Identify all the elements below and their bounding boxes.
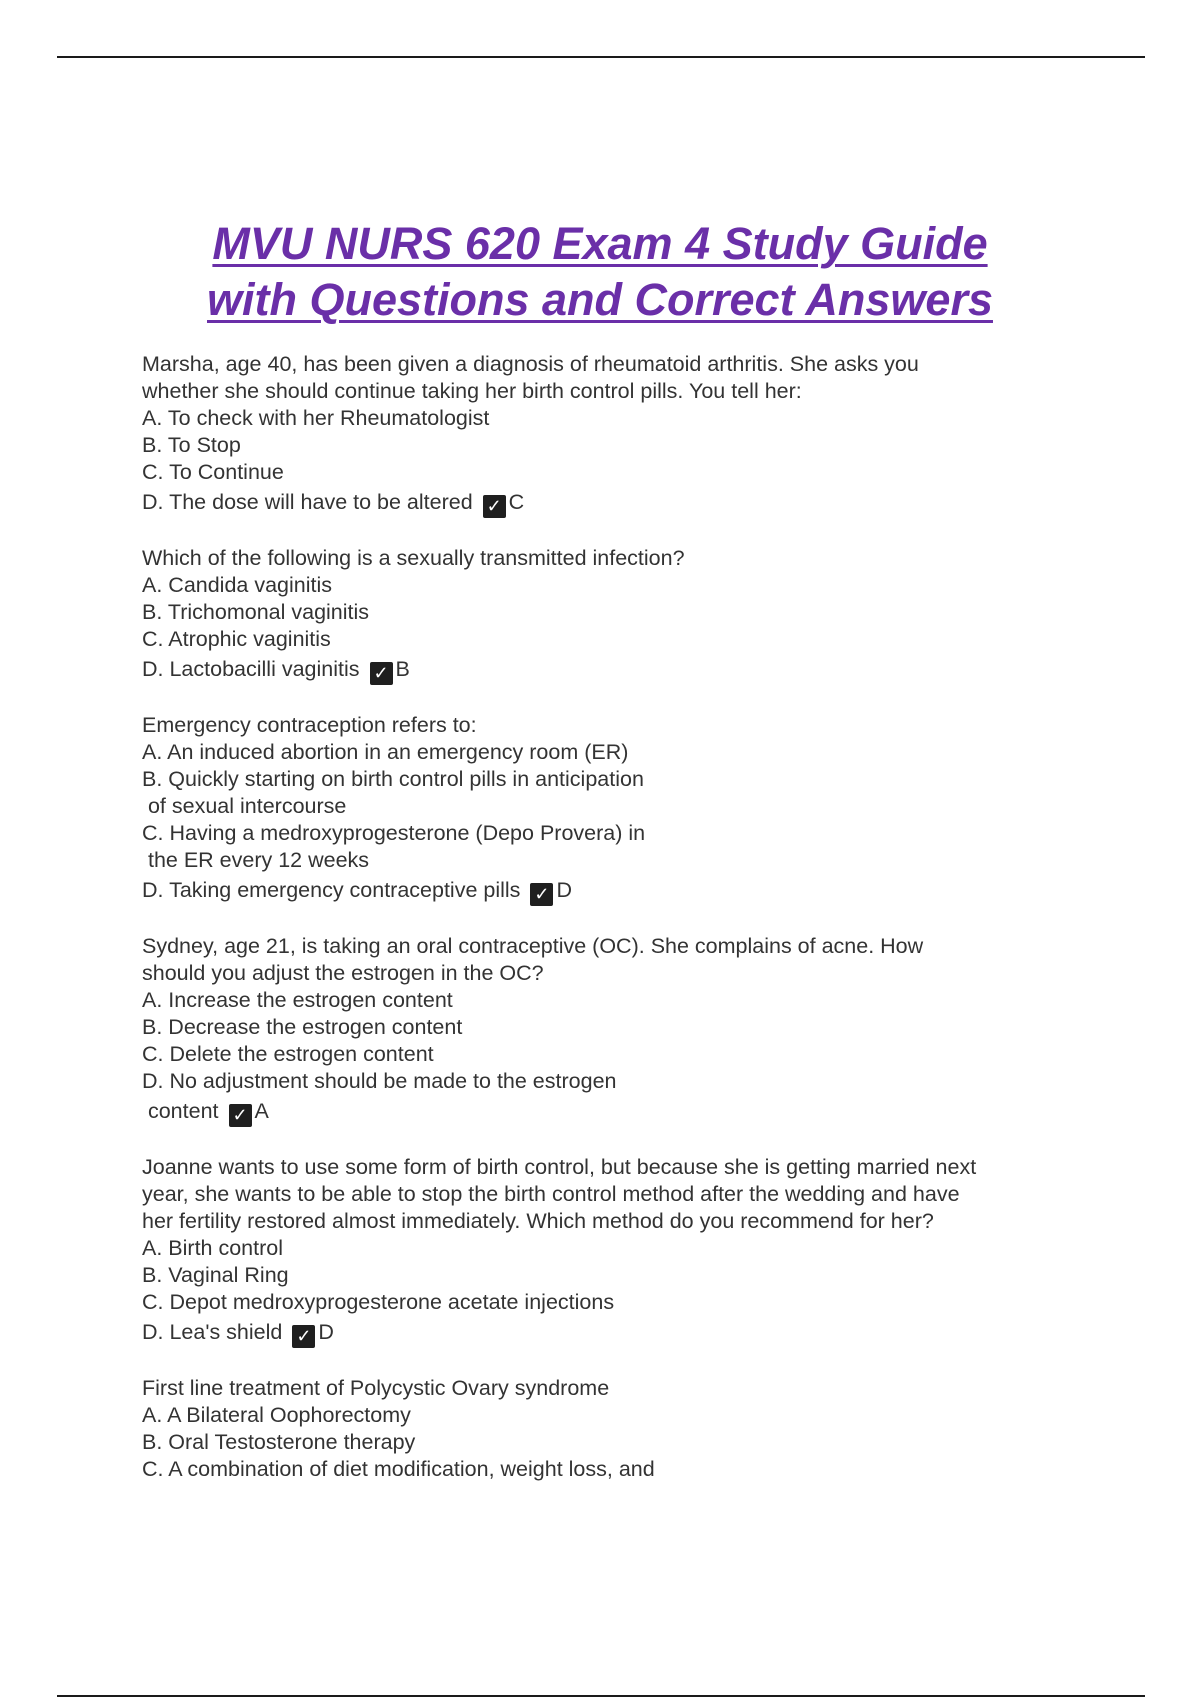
question-block <box>142 1375 1072 1483</box>
question-block <box>142 351 1072 518</box>
checkmark-icon: ✓ <box>229 1104 252 1127</box>
answer-option-last <box>142 1098 1072 1127</box>
correct-answer: D <box>556 878 572 902</box>
checkmark-icon: ✓ <box>483 495 506 518</box>
document-title <box>0 216 1200 328</box>
question-list <box>142 351 1072 1510</box>
answer-option: B. Vaginal Ring <box>142 1263 289 1287</box>
checkmark-icon: ✓ <box>530 883 553 906</box>
correct-answer: C <box>508 490 525 514</box>
question-stem: her fertility restored almost immediately. Which method do you recommend for her? <box>142 1209 934 1233</box>
answer-option: B. Quickly starting on birth control pills in anticipation <box>142 767 644 791</box>
answer-option: A. Candida vaginitis <box>142 573 333 597</box>
question-stem: Which of the following is a sexually transmitted infection? <box>142 546 685 570</box>
answer-option: C. To Continue <box>142 460 284 484</box>
answer-option: D. No adjustment should be made to the estrogen <box>142 1069 617 1093</box>
answer-option-last <box>142 656 1072 685</box>
answer-option: A. To check with her Rheumatologist <box>142 406 490 430</box>
answer-option: B. Decrease the estrogen content <box>142 1015 463 1039</box>
title-line-2: with Questions and Correct Answers <box>207 274 993 325</box>
answer-option: C. Having a medroxyprogesterone (Depo Provera) in <box>142 821 646 845</box>
checkmark-icon: ✓ <box>292 1325 315 1348</box>
question-block <box>142 712 1072 906</box>
answer-option-text: D. Lactobacilli vaginitis <box>142 657 360 681</box>
answer-option-last <box>142 489 1072 518</box>
correct-answer: D <box>318 1320 334 1344</box>
answer-option: A. Increase the estrogen content <box>142 988 453 1012</box>
answer-option-last <box>142 1319 1072 1348</box>
question-stem: Sydney, age 21, is taking an oral contraceptive (OC). She complains of acne. How <box>142 934 924 958</box>
answer-option-text: D. Lea's shield <box>142 1320 283 1344</box>
question-stem: First line treatment of Polycystic Ovary syndrome <box>142 1376 610 1400</box>
top-rule <box>57 56 1145 58</box>
checkmark-icon: ✓ <box>370 662 393 685</box>
title-line-1: MVU NURS 620 Exam 4 Study Guide <box>212 218 988 269</box>
answer-option: C. Atrophic vaginitis <box>142 627 331 651</box>
answer-option: B. To Stop <box>142 433 241 457</box>
correct-answer: A <box>254 1099 269 1123</box>
correct-answer: B <box>395 657 410 681</box>
answer-option: A. An induced abortion in an emergency room (ER) <box>142 740 629 764</box>
bottom-rule <box>57 1695 1145 1697</box>
answer-option: B. Trichomonal vaginitis <box>142 600 370 624</box>
answer-option-text: D. The dose will have to be altered <box>142 490 473 514</box>
answer-option: C. Depot medroxyprogesterone acetate injections <box>142 1290 615 1314</box>
answer-option: B. Oral Testosterone therapy <box>142 1430 416 1454</box>
answer-option: A. A Bilateral Oophorectomy <box>142 1403 411 1427</box>
question-block <box>142 545 1072 685</box>
question-stem: year, she wants to be able to stop the birth control method after the wedding and have <box>142 1182 960 1206</box>
question-stem: should you adjust the estrogen in the OC? <box>142 961 544 985</box>
answer-option: of sexual intercourse <box>142 794 347 818</box>
question-stem: whether she should continue taking her birth control pills. You tell her: <box>142 379 802 403</box>
question-block <box>142 933 1072 1127</box>
question-stem: Emergency contraception refers to: <box>142 713 477 737</box>
question-stem: Joanne wants to use some form of birth control, but because she is getting married next <box>142 1155 977 1179</box>
answer-option: the ER every 12 weeks <box>142 848 370 872</box>
answer-option-last <box>142 877 1072 906</box>
answer-option: C. Delete the estrogen content <box>142 1042 434 1066</box>
answer-option-text: D. Taking emergency contraceptive pills <box>142 878 521 902</box>
answer-option-text: content <box>142 1099 219 1123</box>
answer-option: A. Birth control <box>142 1236 283 1260</box>
question-stem: Marsha, age 40, has been given a diagnosis of rheumatoid arthritis. She asks you <box>142 352 919 376</box>
question-block <box>142 1154 1072 1348</box>
answer-option: C. A combination of diet modification, weight loss, and <box>142 1457 655 1481</box>
